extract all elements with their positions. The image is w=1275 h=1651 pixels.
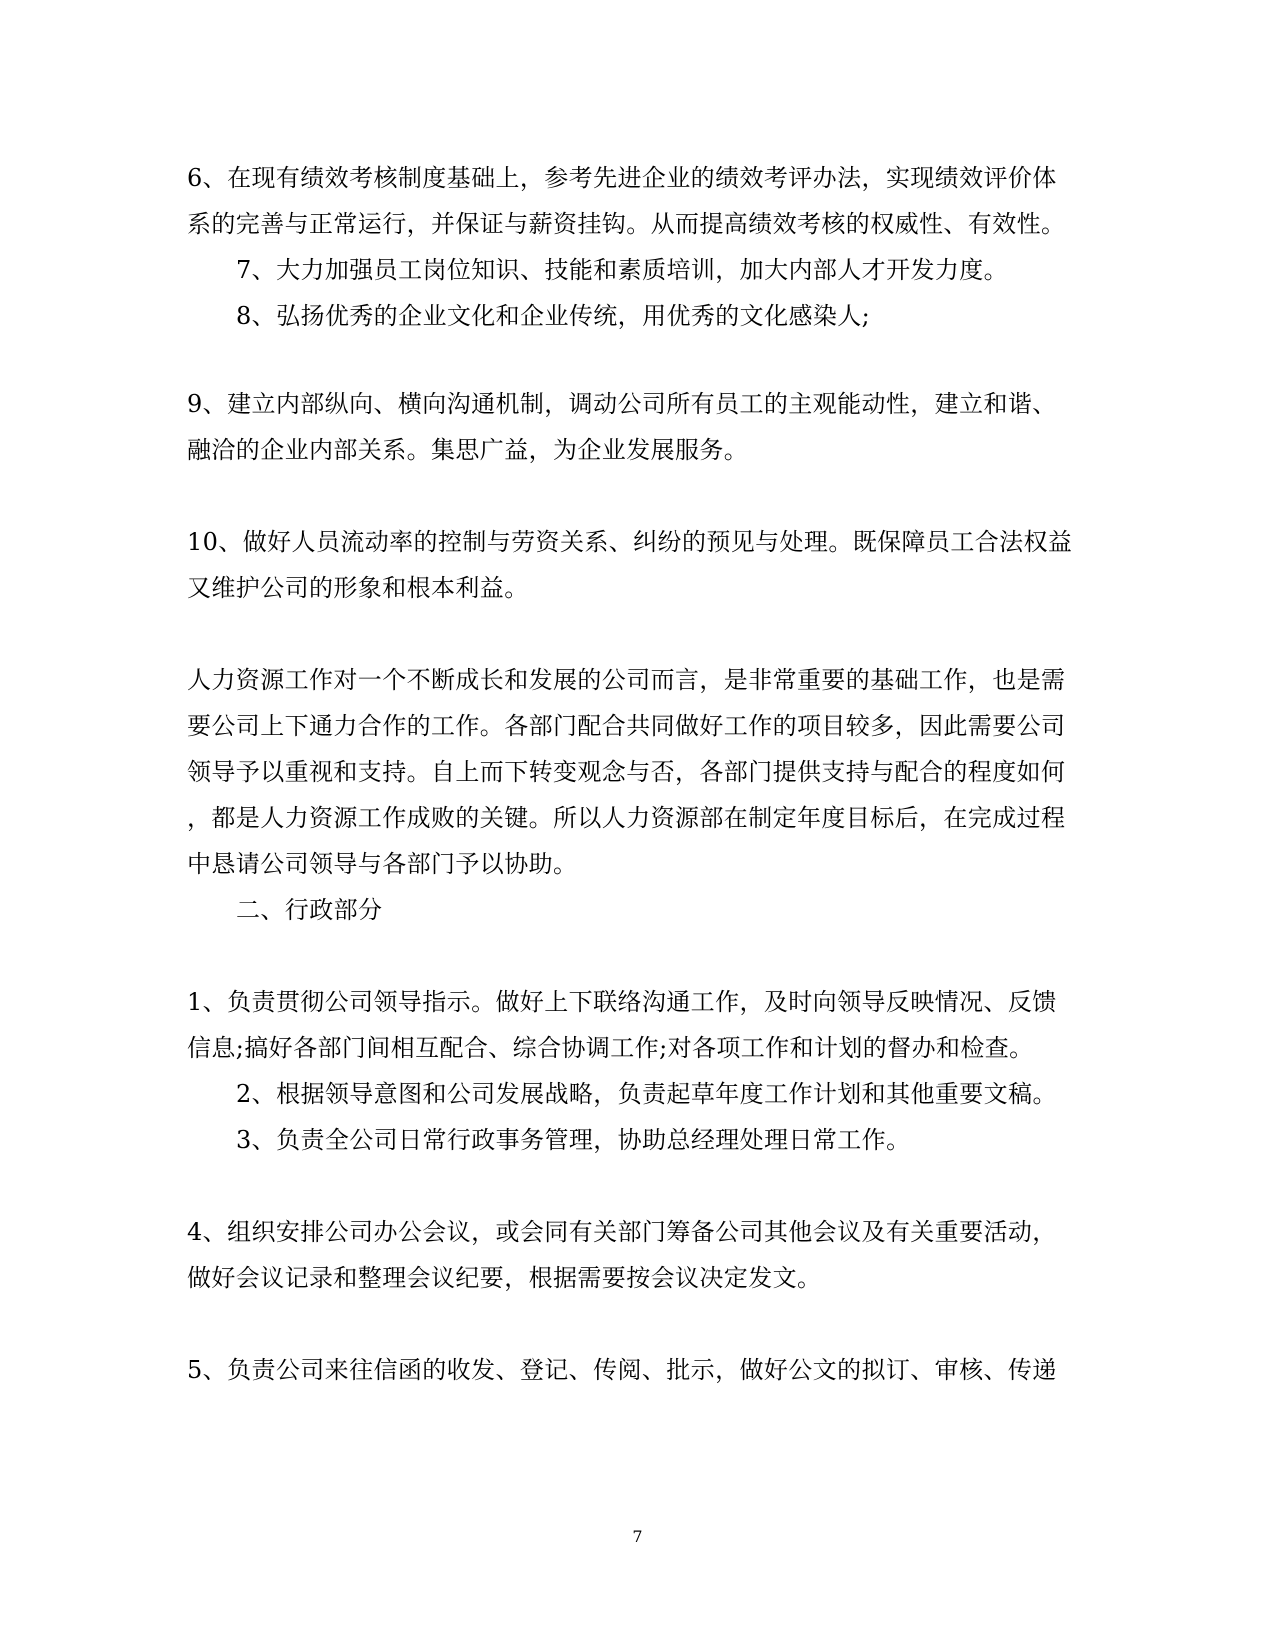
section-heading: 二、行政部分 <box>236 896 383 924</box>
text-line: 要公司上下通力合作的工作。各部门配合共同做好工作的项目较多，因此需要公司 <box>187 712 1066 740</box>
text-line: 5、负责公司来往信函的收发、登记、传阅、批示，做好公文的拟订、审核、传递 <box>187 1356 1057 1384</box>
text-line: 3、负责全公司日常行政事务管理，协助总经理处理日常工作。 <box>236 1126 911 1154</box>
text-line: 又维护公司的形象和根本利益。 <box>187 574 529 602</box>
text-line: 系的完善与正常运行，并保证与薪资挂钩。从而提高绩效考核的权威性、有效性。 <box>187 210 1066 238</box>
text-line: 人力资源工作对一个不断成长和发展的公司而言，是非常重要的基础工作，也是需 <box>187 666 1066 694</box>
text-line: 2、根据领导意图和公司发展战略，负责起草年度工作计划和其他重要文稿。 <box>236 1080 1057 1108</box>
text-line: 信息;搞好各部门间相互配合、综合协调工作;对各项工作和计划的督办和检查。 <box>187 1034 1034 1062</box>
text-line: 7、大力加强员工岗位知识、技能和素质培训，加大内部人才开发力度。 <box>236 256 1009 284</box>
page-number: 7 <box>632 1527 643 1546</box>
text-line: 中恳请公司领导与各部门予以协助。 <box>187 850 578 878</box>
text-line: 做好会议记录和整理会议纪要，根据需要按会议决定发文。 <box>187 1264 822 1292</box>
text-line: 9、建立内部纵向、横向沟通机制，调动公司所有员工的主观能动性，建立和谐、 <box>187 390 1057 418</box>
text-line: 领导予以重视和支持。自上而下转变观念与否，各部门提供支持与配合的程度如何 <box>187 758 1066 786</box>
text-line: ，都是人力资源工作成败的关键。所以人力资源部在制定年度目标后，在完成过程 <box>187 804 1066 832</box>
text-line: 1、负责贯彻公司领导指示。做好上下联络沟通工作，及时向领导反映情况、反馈 <box>187 988 1057 1016</box>
text-line: 10、做好人员流动率的控制与劳资关系、纠纷的预见与处理。既保障员工合法权益 <box>187 528 1073 556</box>
text-line: 8、弘扬优秀的企业文化和企业传统，用优秀的文化感染人; <box>236 302 871 330</box>
text-line: 6、在现有绩效考核制度基础上，参考先进企业的绩效考评办法，实现绩效评价体 <box>187 164 1057 192</box>
text-line: 4、组织安排公司办公会议，或会同有关部门筹备公司其他会议及有关重要活动， <box>187 1218 1057 1246</box>
text-line: 融洽的企业内部关系。集思广益，为企业发展服务。 <box>187 436 749 464</box>
